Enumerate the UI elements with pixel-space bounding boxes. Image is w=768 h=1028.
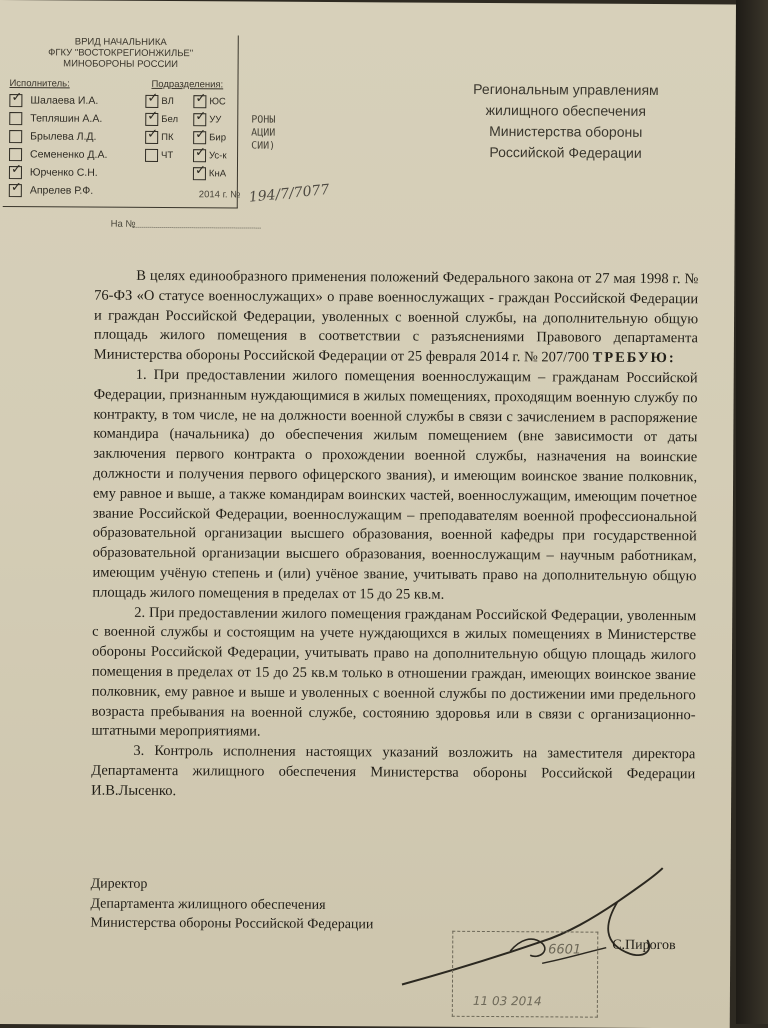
- department-item: [145, 108, 179, 126]
- executor-name: Шалаева И.А.: [30, 94, 99, 107]
- executor-row: [9, 112, 141, 126]
- check-icon: ✓: [11, 90, 23, 106]
- signatory-name: С.Пирогов: [612, 937, 676, 954]
- department-name: Ус-к: [209, 150, 227, 162]
- check-icon: ✓: [147, 126, 159, 142]
- addressee-line: Министерства обороны: [489, 122, 643, 140]
- stamp-line: ВРИД НАЧАЛЬНИКА: [74, 36, 167, 49]
- stamp-line: МИНОБОРОНЫ РОССИИ: [63, 58, 179, 71]
- department-name: ВЛ: [161, 96, 174, 108]
- check-icon: ✓: [195, 145, 207, 161]
- addressee-line: Российской Федерации: [489, 143, 642, 161]
- departments-label: Подразделения:: [151, 78, 224, 91]
- executor-row: [9, 90, 141, 108]
- executor-name: Апрелев Р.Ф.: [29, 184, 94, 197]
- checkbox[interactable]: [193, 91, 207, 108]
- check-icon: ✓: [10, 180, 22, 196]
- check-icon: ✓: [195, 91, 207, 107]
- executor-row: [9, 162, 141, 180]
- signatory-title-line: Министерства обороны Российской Федерации: [90, 915, 374, 933]
- signatory-title-line: Департамента жилищного обеспечения: [90, 896, 326, 913]
- receipt-number: 6601: [548, 942, 582, 958]
- department-name: ЮС: [209, 96, 226, 108]
- check-icon: ✓: [10, 162, 22, 178]
- checkbox[interactable]: [145, 108, 159, 126]
- fragment-line: АЦИИ: [251, 127, 276, 139]
- demand-word: ТРЕБУЮ:: [592, 349, 676, 367]
- department-item: [193, 127, 227, 144]
- department-item: [193, 91, 226, 108]
- fragment-line: РОНЫ: [251, 114, 276, 126]
- checkbox[interactable]: [193, 145, 207, 162]
- executor-name: Брылева Л.Д.: [30, 130, 97, 143]
- signatory-title: [90, 875, 373, 935]
- receipt-date: 11 03 2014: [472, 993, 542, 1009]
- checkbox[interactable]: [9, 130, 22, 143]
- checkbox[interactable]: [9, 90, 23, 107]
- registration-date: 2014 г. №: [198, 189, 241, 201]
- addressee-block: [443, 79, 689, 164]
- fragment-line: СИИ): [251, 140, 276, 152]
- checkbox[interactable]: [193, 163, 206, 180]
- executor-row: [9, 130, 141, 144]
- checkbox[interactable]: [145, 90, 159, 108]
- department-item: [145, 149, 173, 162]
- resolution-stamp: [3, 34, 239, 208]
- department-name: Бел: [161, 114, 179, 126]
- checkbox[interactable]: [9, 162, 22, 179]
- checkbox[interactable]: [145, 149, 158, 162]
- intro-paragraph: [94, 267, 699, 370]
- intro-text: В целях единообразного применения положений Федерального закона от 27 мая 1998 г. № 76-ФЗ «О статусе военнослужащих» о праве военнослужащих - граждан Российской Федерации и граждан Российской Федерации, уволенных с военной службы, на дополнительную общую площадь жилого помещения в соответствии с разъяснениями Правового департамента Министерства обороны Российской Федерации от 25 февраля 2014 г. № 207/700: [93, 267, 699, 366]
- reference-dots: [133, 227, 261, 229]
- background-edge: [736, 0, 768, 1024]
- checkbox[interactable]: [193, 109, 207, 126]
- check-icon: ✓: [194, 163, 206, 179]
- paragraph-2: 2. При предоставлении жилого помещения гражданам Российской Федерации, уволенным с военной службы и состоящим на учете нуждающихся в жилых помещениях в Министерстве обороны Российской Федерации, учитывать право на дополнительную общую площадь жилого помещения в пределах от 15 до 25 кв.м только в отношении граждан, имеющих воинское звание полковник, ему равное и выше и уволенных с военной службы по достижении ими предельного возраста пребывания на военной службе, состоянию здоровья или в связи с организационно-штатными мероприятиями.: [91, 604, 697, 740]
- document-body: [91, 267, 698, 805]
- checkbox[interactable]: [145, 126, 159, 144]
- department-name: Бир: [209, 132, 227, 144]
- handwritten-reg-number: 194/7/7077: [248, 181, 331, 206]
- addressee-line: жилищного обеспечения: [485, 101, 646, 119]
- paragraph-3: 3. Контроль исполнения настоящих указаний возложить на заместителя директора Департамента жилищного обеспечения Министерства обороны Российской Федерации И.В.Лысенко.: [91, 742, 696, 799]
- check-icon: ✓: [147, 90, 159, 106]
- check-icon: ✓: [195, 109, 207, 125]
- executor-row: [9, 148, 141, 162]
- checkbox[interactable]: [9, 180, 22, 197]
- department-name: ЧТ: [161, 150, 174, 162]
- executor-name: Семененко Д.А.: [30, 148, 108, 161]
- executor-name: Юрченко С.Н.: [29, 166, 98, 179]
- addressee-line: Региональным управлениям: [473, 80, 659, 99]
- checkbox[interactable]: [9, 112, 22, 125]
- check-icon: ✓: [195, 127, 207, 143]
- department-name: ПК: [161, 132, 174, 144]
- department-item: [145, 90, 174, 108]
- reference-label: На №: [110, 218, 136, 230]
- department-item: [193, 145, 227, 162]
- stamp-line: ФГКУ "ВОСТОКРЕГИОНЖИЛЬЕ": [48, 47, 194, 60]
- signatory-title-line: Директор: [90, 876, 148, 892]
- receipt-stamp: [452, 931, 599, 1018]
- department-item: [193, 163, 227, 180]
- checkbox[interactable]: [193, 127, 207, 144]
- executor-row: [9, 180, 141, 198]
- executor-name: Тепляшин А.А.: [30, 112, 103, 125]
- department-name: УУ: [209, 114, 222, 126]
- check-icon: ✓: [147, 108, 159, 124]
- checkbox[interactable]: [9, 148, 22, 161]
- department-item: [145, 126, 174, 144]
- department-item: [193, 109, 222, 126]
- header-fragment: [251, 114, 275, 153]
- paragraph-1: 1. При предоставлении жилого помещения военнослужащим – гражданам Российской Федерации, признанным нуждающимися в жилых помещениях, проходящим военную службу по контракту, в том числе, не на должности военной службы в связи с зачислением в распоряжение командира (начальника) до обеспечения жилым помещением (вне зависимости от даты заключения первого контракта о прохождении военной службы, назначения на воинские должности и получения первого офицерского звания), и имеющим воинское звание полковник, ему равное и выше, а также командирам воинских частей, военнослужащим, имеющим почетное звание Российской Федерации, военнослужащим – преподавателям военной профессиональной образовательной организации высшего образования, военной кафедры при государственной образовательной организации высшего образования, военнослужащим – научным работникам, имеющим учёную степень и (или) учёное звание, учитывать право на дополнительную общую площадь жилого помещения в пределах от 15 до 25 кв.м.: [92, 366, 698, 603]
- executors-label: Исполнитель:: [9, 78, 70, 90]
- department-name: КнА: [208, 168, 227, 180]
- stamp-header: [4, 34, 238, 70]
